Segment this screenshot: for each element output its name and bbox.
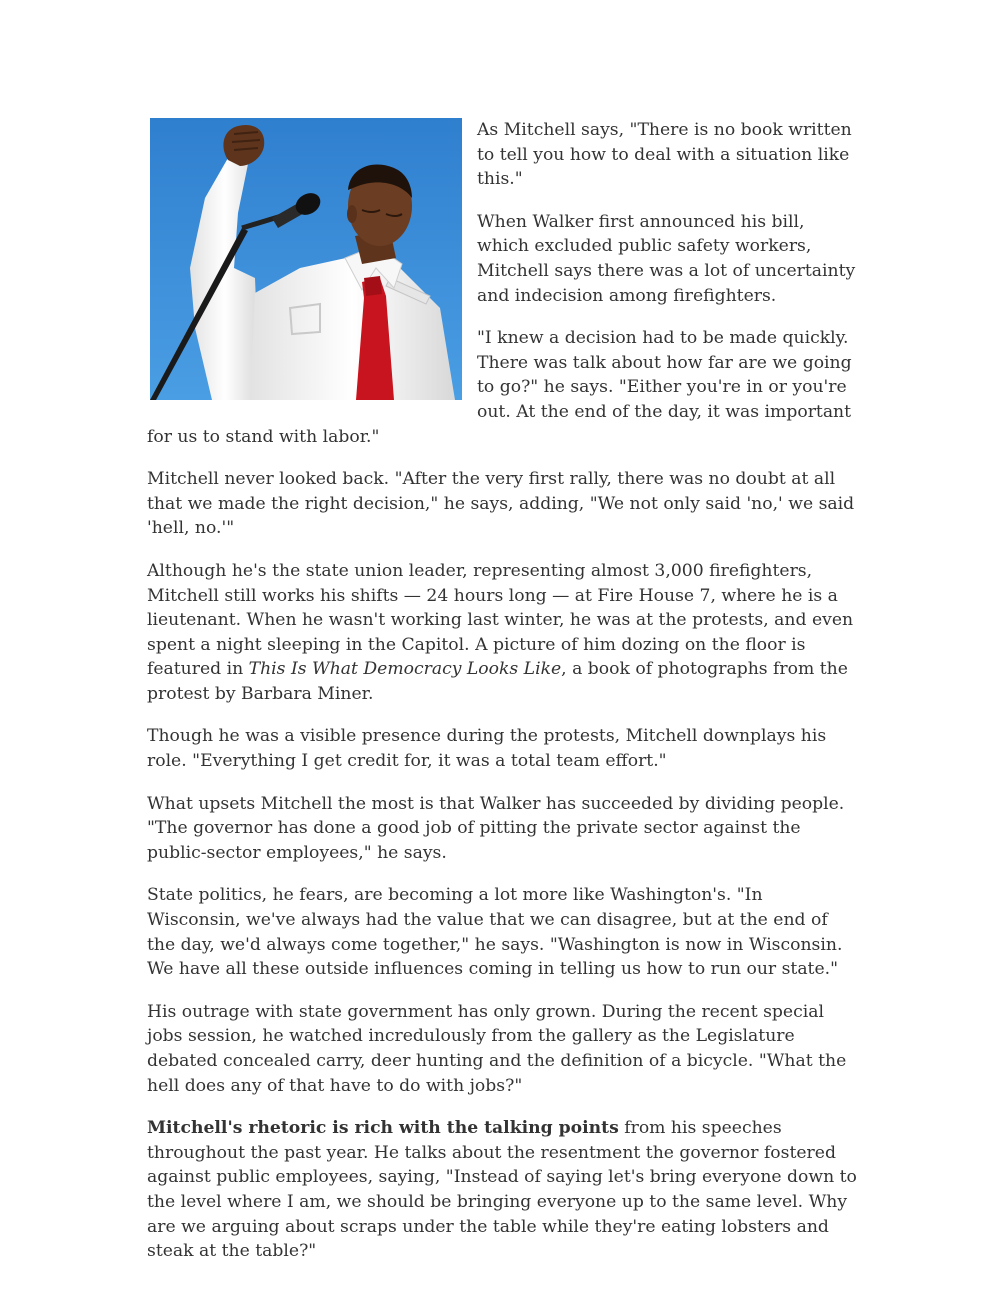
article-body <box>147 118 859 1282</box>
paragraph-7: What upsets Mitchell the most is that Walker has succeeded by dividing people. "The governor has done a good job of pitting the private sector against the public-sector employees," he says. <box>147 793 845 863</box>
paragraph-6: Though he was a visible presence during the protests, Mitchell downplays his role. "Everything I get credit for, it was a total team effort." <box>147 726 827 772</box>
paragraph-5 <box>147 559 859 707</box>
paragraph-10-lead: Mitchell's rhetoric is rich with the talking points <box>147 1118 619 1139</box>
book-title: This Is What Democracy Looks Like <box>248 659 562 680</box>
paragraph-5-start: Although he's the state union leader, representing almost 3,000 firefighters, Mitchell still works his shifts — 24 hours long — at Fire House 7, where he is a lieutenant. When he wasn't working last winter, he was at the protests, and even spent a night sleeping in the Capitol. A picture of him dozing on the floor is featured in <box>147 560 854 680</box>
paragraph-8: State politics, he fears, are becoming a lot more like Washington's. "In Wisconsin, we've always had the value that we can disagree, but at the end of the day, we'd always come together," he says. "Washington is now in Wisconsin. We have all these outside influences coming in telling us how to run our state." <box>147 885 843 980</box>
paragraph-3: "I knew a decision had to be made quickly. There was talk about how far are we going to go?" he says. "Either you're in or you're out. At the end of the day, it was important for us to stand with labor." <box>147 328 852 447</box>
paragraph-10-rest: from his speeches throughout the past year. He talks about the resentment the governor fostered against public employees, saying, "Instead of saying let's bring everyone down to the level where I am, we should be bringing everyone up to the same level. Why are we arguing about scraps under the table while they're eating lobsters and steak at the table?" <box>147 1118 857 1262</box>
paragraph-4: Mitchell never looked back. "After the very first rally, there was no doubt at all that we made the right decision," he says, adding, "We not only said 'no,' we said 'hell, no.'" <box>147 469 855 539</box>
article-photo <box>150 118 462 400</box>
paragraph-10 <box>147 1116 859 1264</box>
paragraph-9: His outrage with state government has only grown. During the recent special jobs session, he watched incredulously from the gallery as the Legislature debated concealed carry, deer hunting and the definition of a bicycle. "What the hell does any of that have to do with jobs?" <box>147 1001 847 1096</box>
paragraph-5-end: , a book of photographs from the protest by Barbara Miner. <box>147 659 848 704</box>
paragraph-1: As Mitchell says, "There is no book written to tell you how to deal with a situation like this." <box>477 120 852 190</box>
paragraph-2: When Walker first announced his bill, which excluded public safety workers, Mitchell says there was a lot of uncertainty and indecision among firefighters. <box>477 211 856 306</box>
